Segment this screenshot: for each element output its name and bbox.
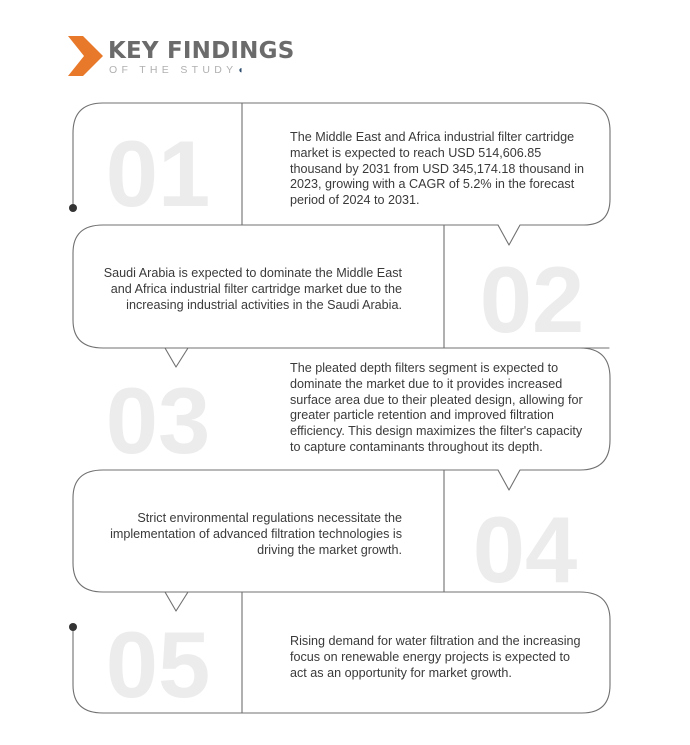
finding-03-text: The pleated depth filters segment is expected to dominate the market due to it provides increased surface area due to their pleated design, allowing for greater particle retention and improved filtration efficiency. This design maximizes the filter's capacity to capture contaminants throughout its depth.: [290, 361, 583, 454]
finding-01-text: The Middle East and Africa industrial filter cartridge market is expected to reach USD 514,606.85 thousand by 2031 from USD 345,174.18 thousand in 2023, growing with a CAGR of 5.2% in the forecast period of 2024 to 2031.: [290, 130, 585, 208]
finding-number-03: 03: [105, 368, 211, 473]
finding-number-04: 04: [472, 497, 578, 602]
timeline-start-dot: [69, 204, 77, 212]
finding-05-text: Rising demand for water filtration and the increasing focus on renewable energy projects is expected to act as an opportunity for market growth.: [290, 634, 581, 680]
finding-04-text: Strict environmental regulations necessitate the implementation of advanced filtration technologies is driving the market growth.: [110, 511, 402, 557]
finding-number-02: 02: [479, 247, 585, 352]
finding-02-text: Saudi Arabia is expected to dominate the Middle East and Africa industrial filter cartridge market due to the increasing industrial activities in the Saudi Arabia.: [103, 266, 402, 312]
finding-number-01: 01: [105, 121, 211, 226]
page-subtitle: [109, 64, 243, 77]
subtitle-text: OF THE STUDY: [109, 64, 238, 76]
finding-number-05: 05: [105, 612, 211, 717]
crescent-moon-icon: ◖: [237, 65, 244, 76]
header: [68, 36, 328, 80]
page-title: KEY FINDINGS: [108, 38, 295, 64]
chevron-right-logo-icon: [68, 36, 104, 76]
timeline-dot-05: [69, 623, 77, 631]
